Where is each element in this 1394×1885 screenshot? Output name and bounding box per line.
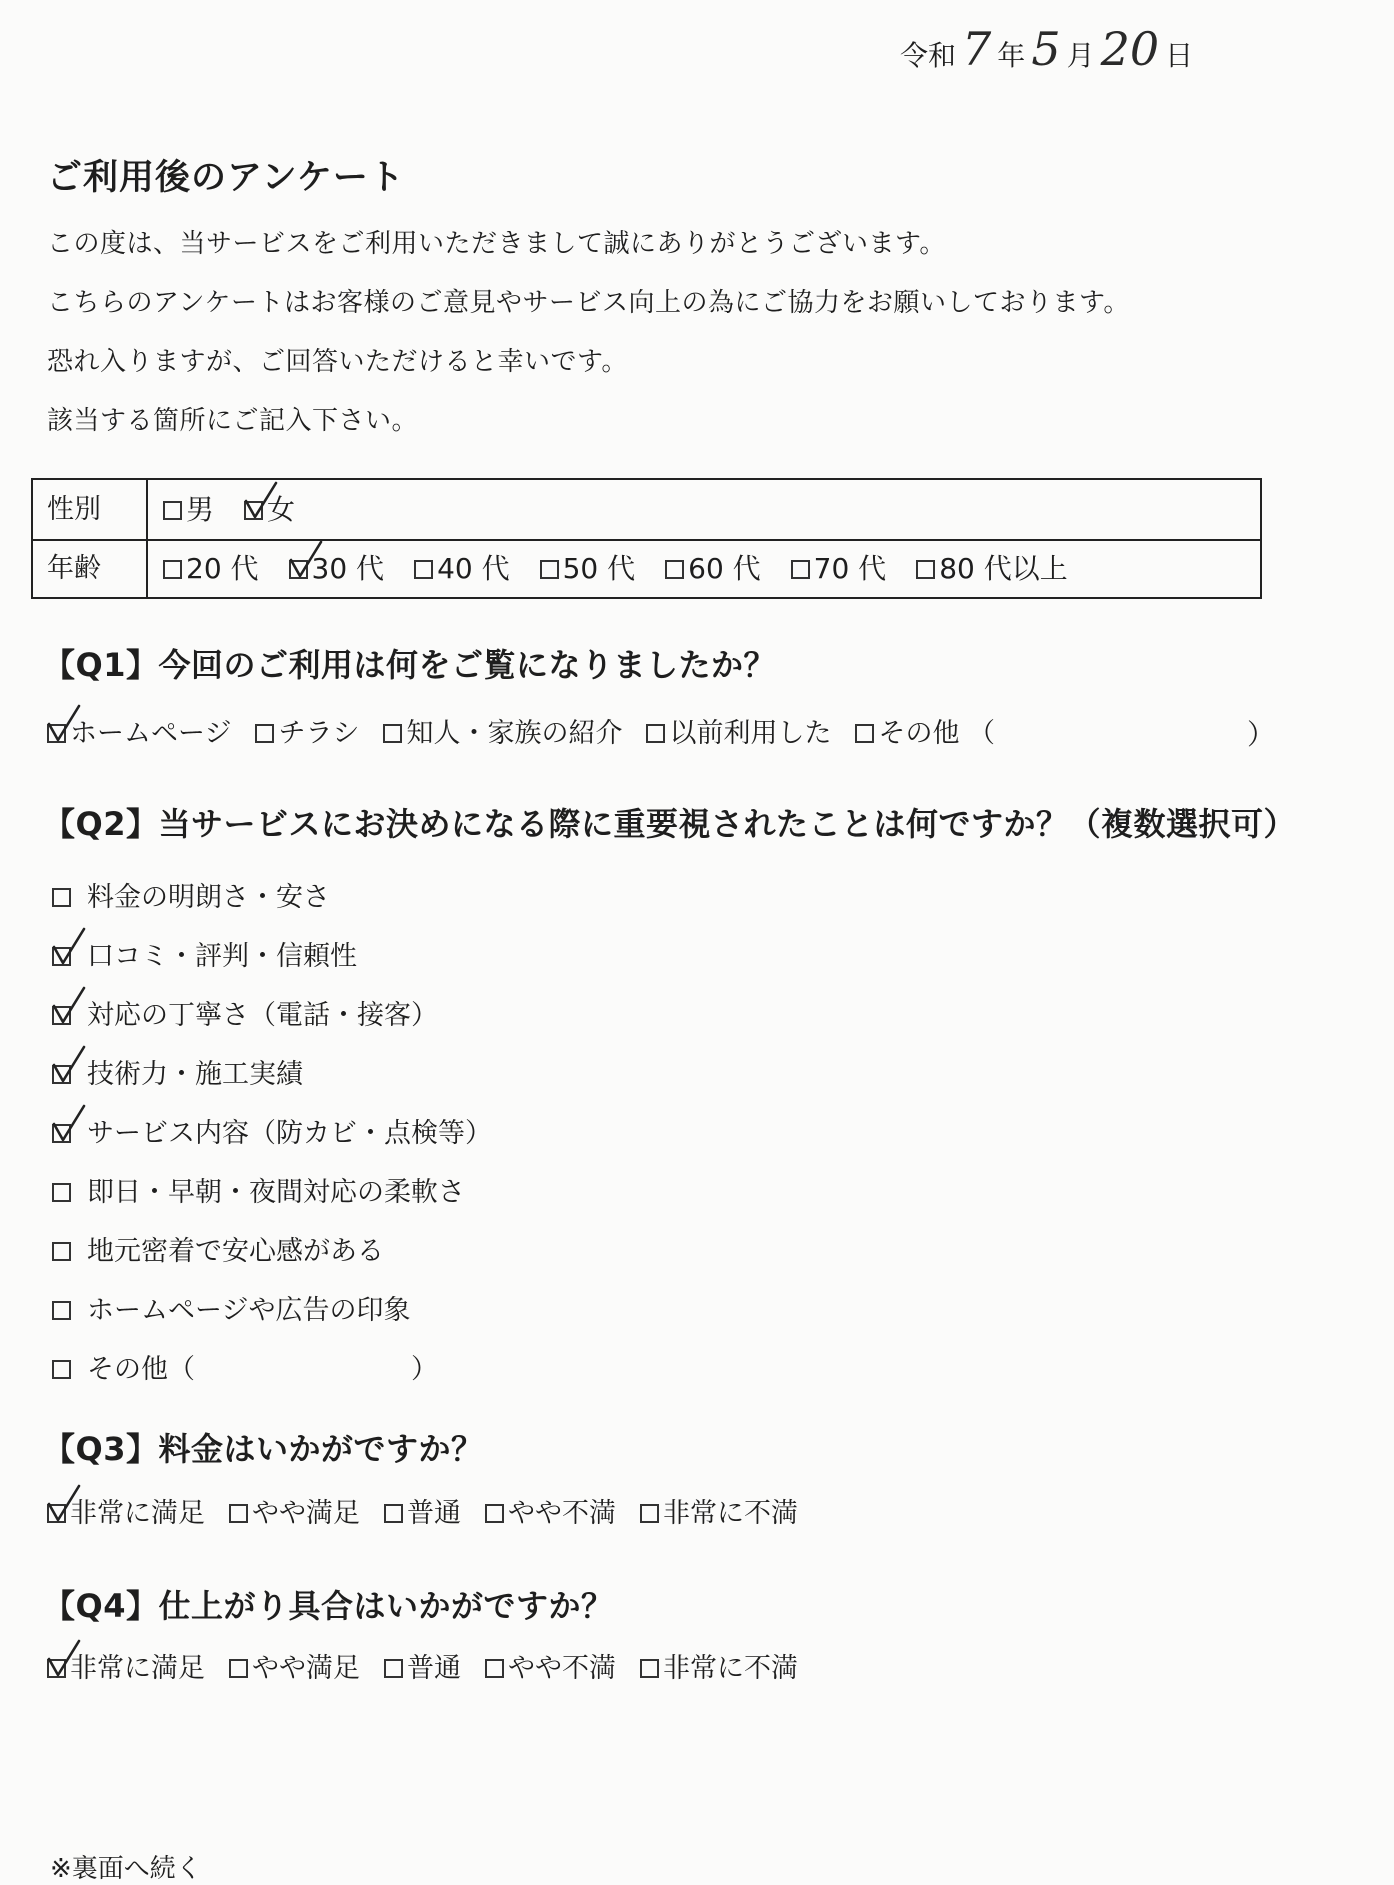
option[interactable] [163,480,214,539]
option-label: 普通 [407,1498,461,1529]
option-label: 40 代 [437,552,510,585]
checkbox[interactable] [163,560,182,579]
checklist-item[interactable] [52,1045,492,1104]
option[interactable] [163,539,259,598]
option-label: 以前利用した [669,718,832,749]
checkbox-checked[interactable] [289,560,308,579]
option[interactable] [255,711,359,750]
option[interactable] [646,711,831,750]
checklist-item[interactable] [52,986,492,1045]
date-month[interactable]: 5 [1031,22,1061,76]
check-mark-icon [50,1045,90,1085]
option-label: その他（ ） [87,1354,438,1385]
date-day[interactable]: 20 [1100,22,1160,76]
checkbox-checked[interactable] [47,724,66,743]
date-day-unit: 日 [1165,39,1194,72]
q3-options [47,1491,822,1530]
age-label: 年齢 [33,539,148,598]
option-label: 地元密着で安心感がある [87,1236,384,1267]
option[interactable] [916,539,1068,598]
option-label: 即日・早朝・夜間対応の柔軟さ [87,1177,465,1208]
option-label: やや満足 [252,1498,360,1529]
check-mark-icon [50,1104,90,1144]
option[interactable] [47,1646,205,1685]
option-label: 料金の明朗さ・安さ [87,882,330,913]
option[interactable] [244,480,295,539]
checkbox[interactable] [163,501,182,520]
option-label: 80 代以上 [939,552,1068,585]
option[interactable] [540,539,636,598]
checkbox[interactable] [540,560,559,579]
checkbox[interactable] [916,560,935,579]
option[interactable] [384,1491,461,1530]
checkbox-checked[interactable] [47,1659,66,1678]
gender-row [33,480,1260,541]
option-label: 70 代 [813,552,887,585]
checkbox-checked[interactable] [52,1006,71,1025]
checkbox-checked[interactable] [47,1504,66,1523]
check-mark-icon [50,927,90,967]
profile-table [31,478,1262,599]
checkbox[interactable] [665,560,684,579]
checkbox[interactable] [485,1504,504,1523]
checkbox[interactable] [52,1360,71,1379]
checkbox[interactable] [855,724,874,743]
option-label: ホームページ [70,718,232,749]
q2-options [52,868,522,1399]
option-label: ホームページや広告の印象 [87,1295,411,1326]
checkbox[interactable] [229,1659,248,1678]
option[interactable] [855,711,995,750]
option[interactable] [289,539,385,598]
option[interactable] [414,539,510,598]
option[interactable] [383,711,622,750]
option-label: 普通 [407,1653,461,1684]
checklist-item[interactable] [52,1104,492,1163]
q4-options [47,1646,822,1685]
option-label: サービス内容（防カビ・点検等） [87,1118,492,1149]
checkbox[interactable] [52,1183,71,1202]
checkbox[interactable] [384,1504,403,1523]
checkbox[interactable] [229,1504,248,1523]
option[interactable] [485,1646,616,1685]
checkbox-checked[interactable] [52,947,71,966]
checkbox[interactable] [52,1301,71,1320]
option-label: 非常に満足 [70,1653,205,1684]
option[interactable] [640,1491,798,1530]
option-label: やや満足 [252,1653,360,1684]
option-label: 20 代 [186,552,259,585]
checkbox[interactable] [485,1659,504,1678]
checkbox-checked[interactable] [244,501,263,520]
option-label: やや不満 [508,1498,616,1529]
option[interactable] [665,539,761,598]
checklist-item[interactable] [52,1163,492,1222]
q4-question: 【Q4】仕上がり具合はいかがですか？ [43,1587,614,1625]
option-label: 口コミ・評判・信頼性 [87,941,357,972]
q1-close-paren: ） [1247,718,1276,751]
option-label: 男 [186,493,215,526]
q1-question: 【Q1】今回のご利用は何をご覧になりましたか？ [43,646,776,684]
option-label: 30 代 [311,552,385,585]
checkbox[interactable] [791,560,810,579]
option[interactable] [229,1646,360,1685]
option-label: 60 代 [688,552,761,585]
checklist-item[interactable] [52,927,492,986]
checkbox[interactable] [640,1504,659,1523]
checkbox[interactable] [414,560,433,579]
option-label: 非常に満足 [70,1498,205,1529]
checkbox[interactable] [384,1659,403,1678]
date-month-unit: 月 [1066,39,1095,72]
q1-options [47,711,1019,750]
gender-label: 性別 [33,480,148,539]
option[interactable] [791,539,887,598]
option[interactable] [47,1491,205,1530]
option[interactable] [485,1491,616,1530]
checkbox[interactable] [52,1242,71,1261]
option-label: 非常に不満 [663,1653,798,1684]
option-label: 50 代 [562,552,636,585]
q2-question: 【Q2】当サービスにお決めになる際に重要視されたことは何ですか？（複数選択可） [43,805,1296,843]
option-label: 知人・家族の紹介 [406,718,623,749]
option-label: 非常に不満 [663,1498,798,1529]
intro-line-1: この度は、当サービスをご利用いただきまして誠にありがとうございます。 [47,229,946,259]
checkbox[interactable] [640,1659,659,1678]
continued-note: ※裏面へ続く [50,1854,202,1884]
date-year[interactable]: 7 [962,22,992,76]
check-mark-icon [50,986,90,1026]
option-label: 対応の丁寧さ（電話・接客） [87,1000,438,1031]
option[interactable] [640,1646,798,1685]
age-row [33,539,1260,598]
gender-options [163,480,325,539]
q3-question: 【Q3】料金はいかがですか？ [43,1430,484,1468]
date-era: 令和 [900,39,957,72]
survey-title: ご利用後のアンケート [47,158,405,198]
checklist-item[interactable] [52,1340,492,1399]
option-label: やや不満 [508,1653,616,1684]
option-label: その他 （ [878,718,996,749]
checklist-item[interactable] [52,1281,492,1340]
option[interactable] [229,1491,360,1530]
intro-line-3: 恐れ入りますが、ご回答いただけると幸いです。 [47,347,628,377]
option-label: 女 [267,493,296,526]
checkbox[interactable] [52,888,71,907]
date-year-unit: 年 [997,39,1026,72]
checkbox[interactable] [255,724,274,743]
intro-line-4: 該当する箇所にご記入下さい。 [47,406,419,436]
checkbox[interactable] [383,724,402,743]
checklist-item[interactable] [52,868,492,927]
checkbox-checked[interactable] [52,1124,71,1143]
option[interactable] [384,1646,461,1685]
option[interactable] [47,711,231,750]
checkbox-checked[interactable] [52,1065,71,1084]
date-line [900,22,1193,76]
checklist-item[interactable] [52,1222,492,1281]
intro-line-2: こちらのアンケートはお客様のご意見やサービス向上の為にご協力をお願いしております。 [47,288,1130,318]
option-label: チラシ [278,718,360,749]
option-label: 技術力・施工実績 [87,1059,303,1090]
age-options [163,539,1098,598]
checkbox[interactable] [646,724,665,743]
